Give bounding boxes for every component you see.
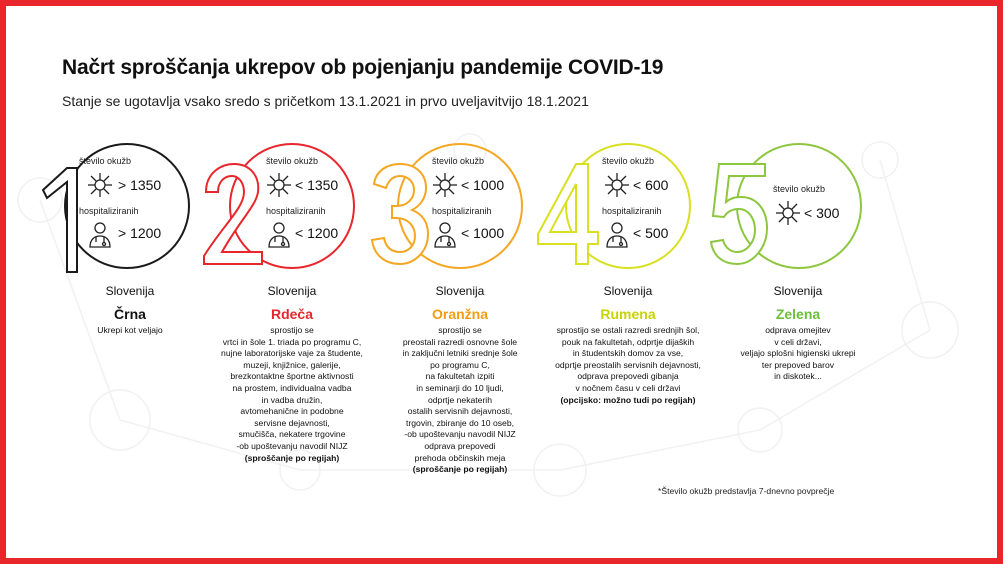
doctor-icon: [432, 220, 458, 248]
infections-value: > 1350: [118, 177, 162, 193]
description-line: na prostem, individualna vadba: [232, 382, 352, 393]
hospitalized-value: < 1200: [295, 225, 339, 241]
description-line: -ob upoštevanju navodil NIJZ: [236, 440, 348, 451]
regional-note: (opcijsko: možno tudi po regijah): [560, 394, 696, 405]
hospitalized-value: < 1000: [461, 225, 505, 241]
description-line: -ob upoštevanju navodil NIJZ: [404, 429, 516, 440]
description-line: sprostijo se: [438, 325, 482, 335]
description-line: in študentskih domov za vse,: [572, 348, 684, 359]
infections-label: število okužb: [602, 156, 655, 166]
virus-icon: [87, 172, 113, 198]
description-line: odprava omejitev: [765, 325, 831, 335]
description-line: smučišča, nekatere trgovine: [238, 429, 346, 440]
description-line: sprostijo se: [270, 325, 314, 335]
doctor-icon: [604, 220, 630, 248]
description-line: na fakultetah izpiti: [425, 371, 495, 382]
description-line: po programu C,: [430, 359, 490, 370]
infections-label: število okužb: [773, 184, 826, 194]
description-line: v nočnem času v celi državi: [575, 382, 681, 393]
stage-4-level: Rumena: [600, 306, 656, 322]
description-line: servisne dejavnosti,: [254, 417, 330, 428]
infections-label: število okužb: [79, 156, 132, 166]
number-2-shape: [204, 164, 262, 264]
stage-1-level: Črna: [114, 306, 146, 322]
footnote: *Število okužb predstavlja 7-dnevno povprečje: [658, 486, 835, 496]
stage-4-region: Slovenija: [603, 284, 653, 298]
description-line: in zaključni letniki srednje šole: [402, 348, 518, 359]
regional-note: (sproščanje po regijah): [412, 464, 508, 475]
hospitalized-label: hospitaliziranih: [79, 206, 139, 216]
description-line: prehoda občinskih meja: [414, 452, 506, 463]
stage-5-region: Slovenija: [773, 284, 823, 298]
doctor-icon: [266, 220, 292, 248]
number-3-shape: [372, 164, 428, 264]
virus-icon: [775, 200, 801, 226]
stage-1-description: [50, 325, 210, 337]
doctor-icon: [87, 220, 113, 248]
stage-3-region: Slovenija: [435, 284, 485, 298]
hospitalized-value: < 500: [633, 225, 669, 241]
stage-2-description: [202, 325, 382, 464]
stage-5-description: [708, 325, 888, 383]
infections-value: < 600: [633, 177, 669, 193]
description-line: odprava prepovedi: [424, 440, 496, 451]
description-line: in diskotek...: [774, 371, 822, 382]
number-4-shape: [538, 164, 598, 264]
virus-icon: [432, 172, 458, 198]
description-line: v celi državi,: [774, 336, 822, 347]
stage-4-description: [533, 325, 723, 406]
description-line: avtomehanične in podobne: [240, 406, 344, 417]
page-subtitle: Stanje se ugotavlja vsako sredo s pričetkom 13.1.2021 in prvo uveljavitvijo 18.1.2021: [62, 93, 589, 109]
description-line: Ukrepi kot veljajo: [97, 325, 163, 335]
number-5-shape: [711, 164, 767, 264]
description-line: in vadba družin,: [261, 394, 323, 405]
hospitalized-value: > 1200: [118, 225, 162, 241]
infections-label: število okužb: [266, 156, 319, 166]
hospitalized-label: hospitaliziranih: [432, 206, 492, 216]
description-line: vrtci in šole 1. triada po programu C,: [222, 336, 362, 347]
regional-note: (sproščanje po regijah): [244, 452, 340, 463]
description-line: in seminarji do 10 ljudi,: [416, 382, 504, 393]
hospitalized-label: hospitaliziranih: [266, 206, 326, 216]
infections-value: < 1350: [295, 177, 339, 193]
description-line: pouk na fakultetah, odprtje dijaških: [561, 336, 695, 347]
stage-3-level: Oranžna: [431, 306, 488, 322]
infections-value: < 1000: [461, 177, 505, 193]
infections-label: število okužb: [432, 156, 485, 166]
description-line: odprtje nekaterih: [427, 394, 493, 405]
description-line: brezkontaktne športne aktivnosti: [230, 371, 354, 382]
virus-icon: [266, 172, 292, 198]
stage-5-level: Zelena: [775, 306, 821, 322]
stage-1-region: Slovenija: [105, 284, 155, 298]
virus-icon: [604, 172, 630, 198]
description-line: ostalih servisnih dejavnosti,: [407, 406, 513, 417]
number-1-shape: [43, 168, 77, 272]
description-line: preostali razredi osnovne šole: [402, 336, 518, 347]
stage-3-description: [370, 325, 550, 476]
description-line: ter prepoved barov: [761, 359, 835, 370]
stage-2-level: Rdeča: [270, 306, 314, 322]
description-line: muzeji, knjižnice, galerije,: [243, 359, 341, 370]
description-line: odprtje preostalih servisnih dejavnosti,: [555, 359, 701, 370]
description-line: nujne laboratorijske vaje za študente,: [221, 348, 363, 359]
description-line: trgovin, zbiranje do 10 oseb,: [406, 417, 514, 428]
description-line: sprostijo se ostali razredi srednjih šol,: [556, 325, 700, 335]
description-line: odprava prepovedi gibanja: [577, 371, 679, 382]
hospitalized-label: hospitaliziranih: [602, 206, 662, 216]
page-title: Načrt sproščanja ukrepov ob pojenjanju pandemije COVID-19: [62, 56, 664, 79]
stage-2-region: Slovenija: [267, 284, 317, 298]
infections-value: < 300: [804, 205, 840, 221]
description-line: veljajo splošni higienski ukrepi: [740, 348, 856, 359]
